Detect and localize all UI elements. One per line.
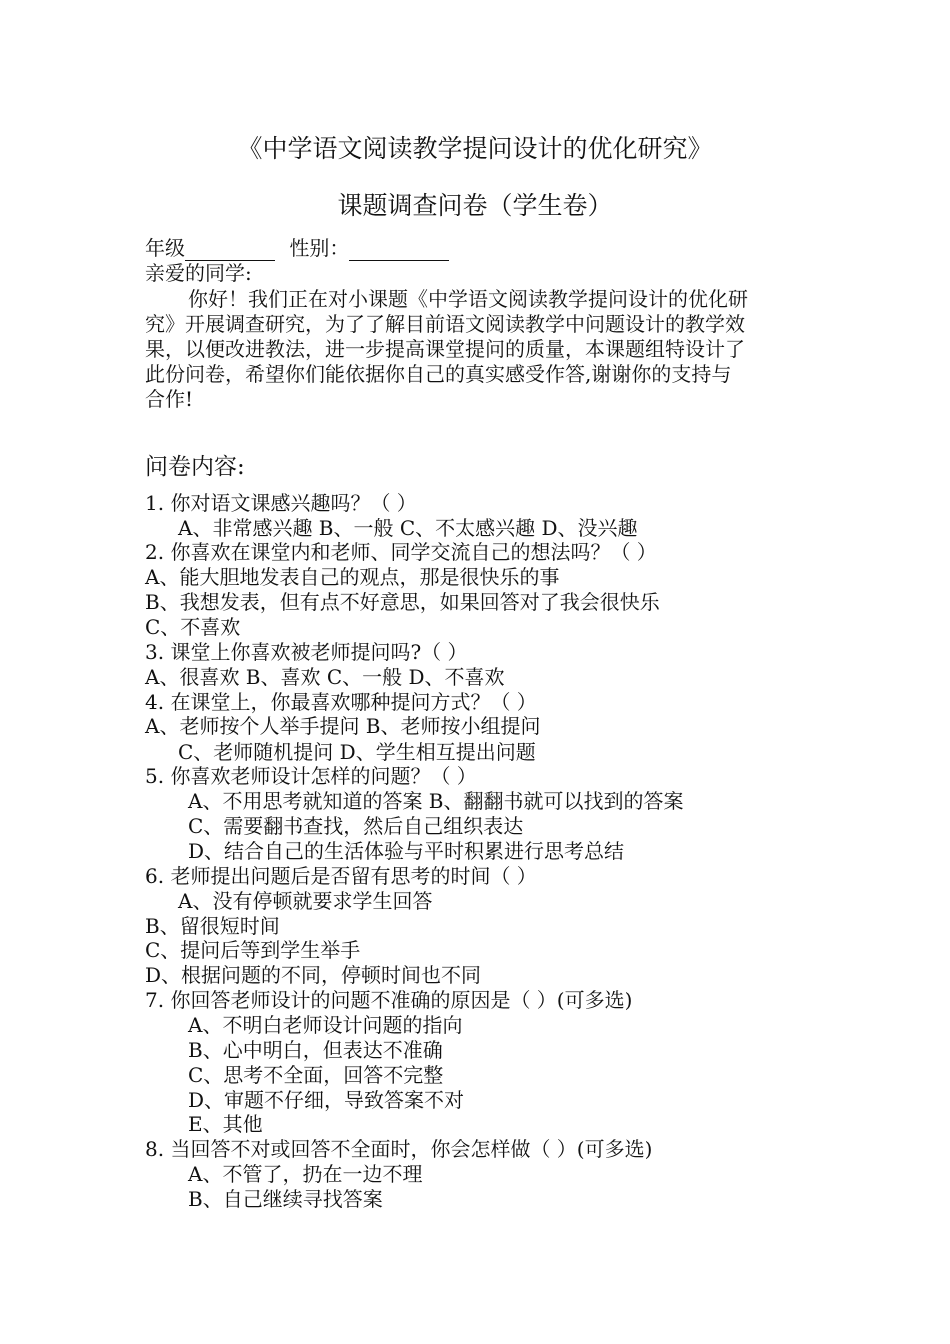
question-7-option-c: C、思考不全面，回答不完整	[188, 1063, 444, 1087]
question-2: 2. 你喜欢在课堂内和老师、同学交流自己的想法吗？（ ）	[145, 540, 657, 564]
grade-label: 年级	[145, 236, 185, 260]
question-7-option-b: B、心中明白，但表达不准确	[188, 1038, 443, 1062]
question-6-option-c: C、提问后等到学生举手	[145, 938, 361, 962]
question-2-option-a: A、能大胆地发表自己的观点，那是很快乐的事	[145, 565, 560, 589]
question-6-option-a: A、没有停顿就要求学生回答	[178, 889, 433, 913]
question-8-option-b: B、自己继续寻找答案	[188, 1187, 383, 1211]
gender-blank[interactable]	[349, 240, 449, 261]
greeting: 亲爱的同学:	[145, 261, 252, 285]
question-4-options-cd: C、老师随机提问 D、学生相互提出问题	[178, 740, 536, 764]
question-5-options-ab: A、不用思考就知道的答案 B、翻翻书就可以找到的答案	[188, 789, 684, 813]
question-7-option-a: A、不明白老师设计问题的指向	[188, 1013, 463, 1037]
questionnaire-heading: 问卷内容:	[145, 454, 245, 480]
question-3: 3. 课堂上你喜欢被老师提问吗?（ ）	[145, 640, 468, 664]
question-5-option-d: D、结合自己的生活体验与平时积累进行思考总结	[188, 839, 625, 863]
question-4-options-ab: A、老师按个人举手提问 B、老师按小组提问	[145, 714, 541, 738]
question-6-option-b: B、留很短时间	[145, 914, 280, 938]
gender-label: 性别：	[289, 236, 350, 260]
question-5-option-c: C、需要翻书查找，然后自己组织表达	[188, 814, 524, 838]
intro-line: 你好！我们正在对小课题《中学语文阅读教学提问设计的优化研	[188, 287, 748, 311]
question-8: 8. 当回答不对或回答不全面时，你会怎样做（ ）(可多选)	[145, 1137, 653, 1161]
question-7: 7. 你回答老师设计的问题不准确的原因是（ ）(可多选)	[145, 988, 633, 1012]
question-6: 6. 老师提出问题后是否留有思考的时间（ ）	[145, 864, 537, 888]
intro-line: 果，以便改进教法，进一步提高课堂提问的质量，本课题组特设计了	[145, 337, 745, 361]
question-3-options: A、很喜欢 B、喜欢 C、一般 D、不喜欢	[145, 665, 505, 689]
question-7-option-d: D、审题不仔细，导致答案不对	[188, 1088, 465, 1112]
student-info-row	[145, 236, 449, 261]
question-2-option-c: C、不喜欢	[145, 615, 241, 639]
intro-line: 究》开展调查研究，为了了解目前语文阅读教学中问题设计的教学效	[145, 312, 745, 336]
question-7-option-e: E、其他	[188, 1112, 263, 1136]
question-1: 1. 你对语文课感兴趣吗？（ ）	[145, 491, 417, 515]
grade-blank[interactable]	[185, 240, 275, 261]
intro-line: 此份问卷，希望你们能依据你自己的真实感受作答,谢谢你的支持与	[145, 362, 732, 386]
question-5: 5. 你喜欢老师设计怎样的问题？（ ）	[145, 764, 477, 788]
document-title: 《中学语文阅读教学提问设计的优化研究》	[237, 134, 713, 163]
question-4: 4. 在课堂上，你最喜欢哪种提问方式？（ ）	[145, 690, 537, 714]
question-2-option-b: B、我想发表，但有点不好意思，如果回答对了我会很快乐	[145, 590, 660, 614]
question-8-option-a: A、不管了，扔在一边不理	[188, 1162, 423, 1186]
question-1-options: A、非常感兴趣 B、一般 C、不太感兴趣 D、没兴趣	[178, 516, 638, 540]
question-6-option-d: D、根据问题的不同，停顿时间也不同	[145, 963, 482, 987]
document-subtitle: 课题调查问卷（学生卷）	[337, 191, 613, 220]
intro-line: 合作!	[145, 387, 194, 411]
